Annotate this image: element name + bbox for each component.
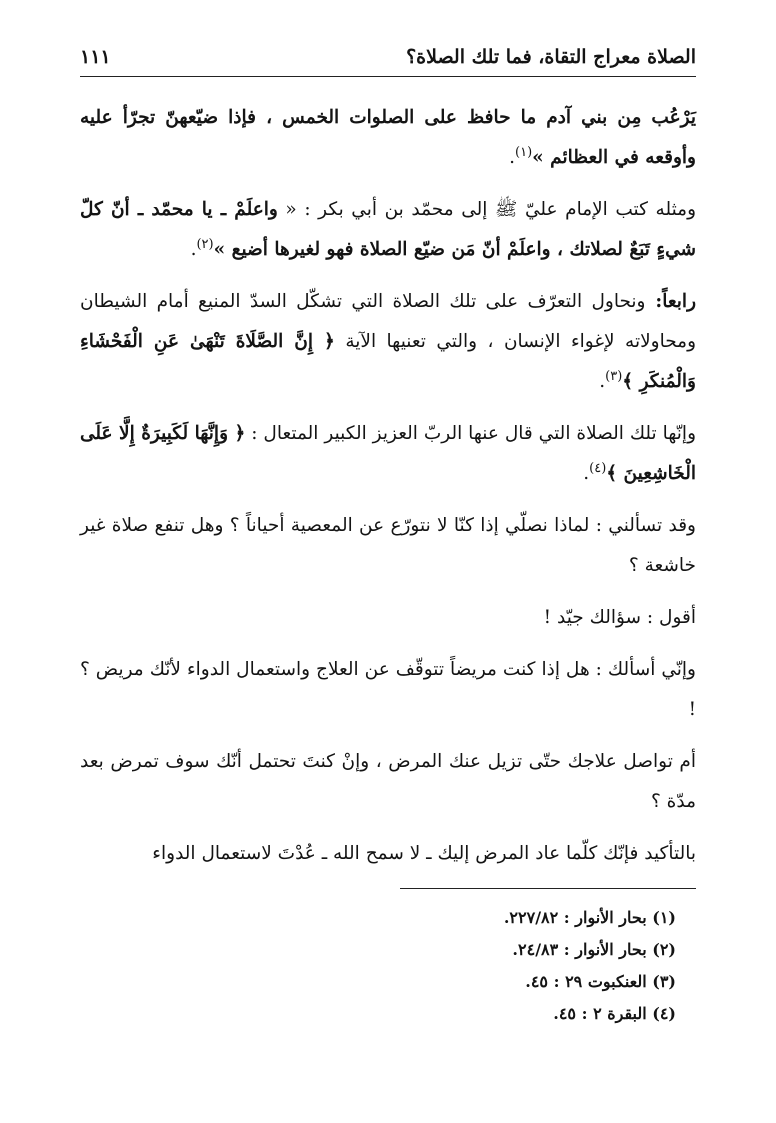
text-run: . [190,239,197,260]
text-run: ونحاول التعرّف على تلك الصلاة التي تشكّل السدّ المنيع أمام الشيطان ومحاولاته لإغواء الإنسان ، والتي تعنيها الآية [80,291,697,352]
paragraph [80,598,696,638]
paragraph [80,98,696,178]
text-run: ومثله كتب الإمام عليّ ﷺ إلى محمّد بن أبي بكر : « [277,199,697,220]
bold-text: رابعاً: [645,291,696,312]
text-run: وإنّها تلك الصلاة التي قال عنها الربّ العزيز الكبير المتعال : [245,423,697,444]
paragraph [80,742,696,822]
paragraph [80,190,696,270]
text-run: أم تواصل علاجك حتّى تزيل عنك المرض ، وإنْ كنتَ تحتمل أنّك سوف تمرض بعد مدّة ؟ [80,751,696,812]
footnote-item: (٤) البقرة ٢ : ٤٥. [553,1004,676,1023]
footnote-item: (٣) العنكبوت ٢٩ : ٤٥. [525,972,676,991]
footnote-item: (١) بحار الأنوار : ٢٢٧/٨٢. [503,908,676,927]
footnote-reference: (٤) [589,460,607,476]
running-title: الصلاة معراج التقاة، فما تلك الصلاة؟ [406,46,696,68]
running-header [80,40,696,77]
paragraph [80,834,696,874]
quran-verse: ﴿ إِنَّ الصَّلَاةَ تَنْهَىٰ عَنِ الْفَحْشَاءِ وَالْمُنكَرِ ﴾ [80,331,696,392]
text-run: وإنّي أسألك : هل إذا كنت مريضاً تتوقّف عن العلاج واستعمال الدواء لأنّك مريض ؟ ! [80,659,696,720]
footnote-reference: (٣) [605,368,623,384]
footnote-item: (٢) بحار الأنوار : ٢٤/٨٣. [512,940,676,959]
paragraph [80,506,696,586]
text-run: وقد تسألني : لماذا نصلّي إذا كنّا لا نتورّع عن المعصية أحياناً ؟ وهل تنفع صلاة غير خاشعة ؟ [80,515,696,576]
text-run: . [599,371,606,392]
paragraph [80,414,696,494]
text-run: . [583,463,590,484]
footnote-reference: (٢) [196,236,214,252]
bold-text: يَرْعُب مِن بني آدم ما حافظ على الصلوات الخمس ، فإذا ضيّعهنّ تجرّأ عليه وأوقعه في العظائم » [80,107,696,168]
paragraph [80,282,696,402]
bold-text: واعلَمْ ـ يا محمّد ـ أنّ كلّ شيءٍ تَبَعٌ لصلاتك ، واعلَمْ أنّ مَن ضيّع الصلاة فهو لغيرها أضيع » [80,199,696,260]
footnotes [80,902,696,1030]
text-run: . [509,147,516,168]
footnote-separator [400,888,696,889]
quran-verse: ﴿ وَإِنَّهَا لَكَبِيرَةٌ إِلَّا عَلَى الْخَاشِعِينَ ﴾ [80,423,696,484]
body-text [80,98,696,886]
page-number: ١١١ [80,46,111,68]
text-run: بالتأكيد فإنّك كلّما عاد المرض إليك ـ لا سمح الله ـ عُدْتَ لاستعمال الدواء [152,843,696,864]
footnote-reference: (١) [515,144,533,160]
paragraph [80,650,696,730]
text-run: أقول : سؤالك جيّد ! [543,607,696,628]
